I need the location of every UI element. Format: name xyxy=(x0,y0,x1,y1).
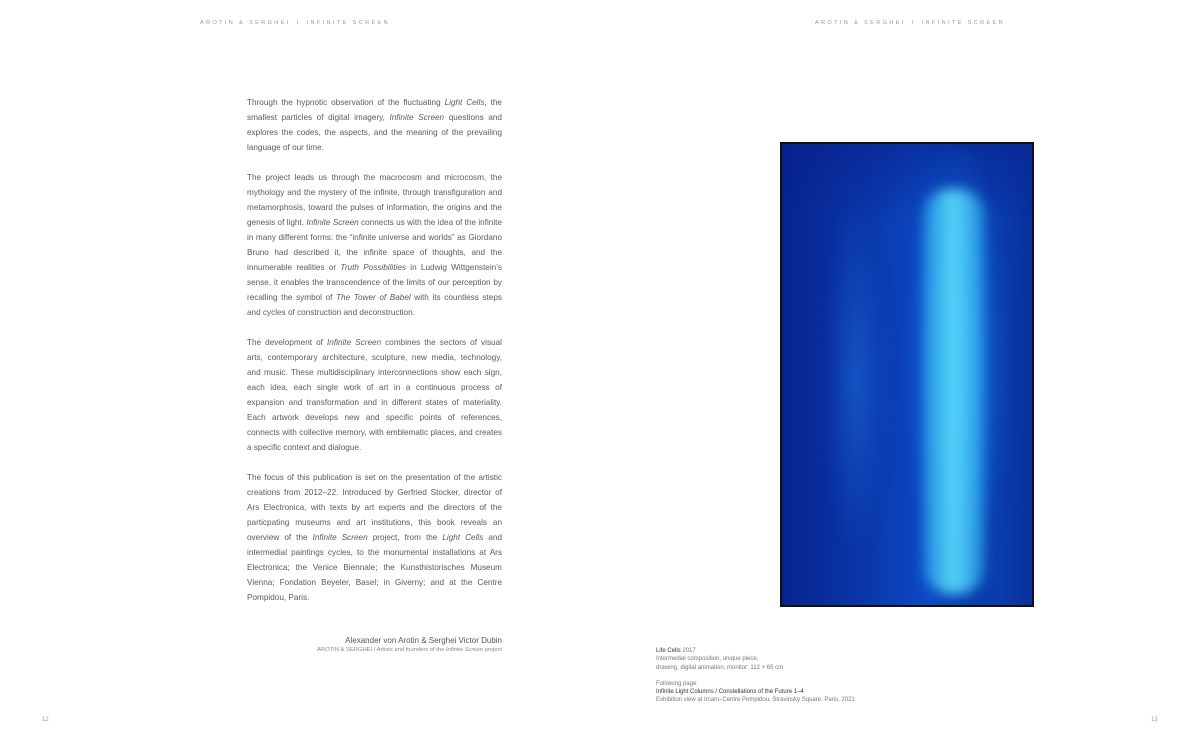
text-run: in Ludwig Wittgenstein’s sense, it enables the transcendence of the limits of our perception by recalling the symbol of xyxy=(247,263,502,302)
page-number-right: 13 xyxy=(1151,717,1158,723)
header-title: INFINITE SCREEN xyxy=(921,20,1005,26)
text-run: The development of xyxy=(247,338,327,347)
caption-year: 2017 xyxy=(680,648,696,654)
caption-title-line xyxy=(656,647,956,655)
italic-title: Light Cells xyxy=(442,533,484,542)
paragraph-2 xyxy=(247,170,502,320)
caption-medium: Intermedial composition, unique piece, xyxy=(656,656,759,663)
paragraph-3 xyxy=(247,335,502,455)
italic-title: Infinite Screen xyxy=(312,533,368,542)
essay-text xyxy=(247,95,502,605)
italic-title: The Tower of Babel xyxy=(336,293,411,302)
page-number-left: 12 xyxy=(42,717,49,723)
paragraph-1 xyxy=(247,95,502,155)
text-run: AROTIN & SERGHEI / Artists and founders of the xyxy=(317,647,446,653)
following-page-detail: Exhibition view at Ircam–Centre Pompidou, Stravinsky Square, Paris, 2021 xyxy=(656,697,855,704)
header-authors: AROTIN & SERGHEI xyxy=(815,20,906,26)
header-separator: I xyxy=(911,20,916,26)
italic-title: Infinite Screen xyxy=(445,647,483,653)
italic-title: Infinite Screen xyxy=(389,113,445,122)
author-signature xyxy=(247,635,502,655)
caption-dimensions: drawing, digital animation; monitor: 112 × 65 cm xyxy=(656,664,784,671)
author-role xyxy=(247,646,502,655)
text-run: and intermedial paintings cycles, to the monumental installations at Ars Electronica; the Venice Biennale; the Kunsthistorisches Museum Vienna; Fondation Beyeler, Basel; in Giverny; and at the Centre Pompidou, Paris. xyxy=(247,533,503,602)
running-header-right xyxy=(815,20,1005,26)
header-separator: I xyxy=(296,20,301,26)
header-title: INFINITE SCREEN xyxy=(306,20,390,26)
text-run: The focus of this publication is set on the presentation of the artistic creations from 2012–22. Introduced by Gerfried Stocker, director of Ars Electronica, with texts by art experts and the directors of the particpating museums and art institutions, this book reveals an overview of the xyxy=(247,473,502,542)
caption-title: Life Cells xyxy=(656,648,681,654)
author-names: Alexander von Arotin & Serghei Victor Dubin xyxy=(345,636,502,645)
text-run: , the smallest particles of digital imagery, xyxy=(247,98,502,122)
text-run: project xyxy=(482,647,502,653)
text-run: The project leads us through the macrocosm and microcosm, the mythology and the mystery of the infinite, through transfiguration and metamorphosis, toward the pulses of information, the origins and the genesis of light. xyxy=(247,173,502,227)
artwork-life-cells-image xyxy=(780,142,1034,607)
caption-spacer xyxy=(656,672,956,680)
text-run: Through the hypnotic observation of the fluctuating xyxy=(247,98,445,107)
text-run: with its countless steps and cycles of construction and deconstruction. xyxy=(247,293,502,317)
artwork-left-light-column xyxy=(827,214,885,544)
text-run: connects us with the idea of the infinite in many different forms: the “infinite universe and worlds” as Giordano Bruno had described it, the infinite space of thoughts, and the innumerable realities or xyxy=(247,218,502,272)
italic-title: Infinite Screen xyxy=(306,218,359,227)
text-run: questions and explores the codes, the aspects, and the meaning of the prevailing language of our time. xyxy=(247,113,502,152)
artwork-right-light-column xyxy=(924,189,984,594)
paragraph-4 xyxy=(247,470,502,605)
italic-title: Light Cells xyxy=(444,98,485,107)
italic-title: Truth Possibilities xyxy=(340,263,406,272)
italic-title: Infinite Screen xyxy=(327,338,382,347)
following-page-title: Infinite Light Columns / Constellations of the Future 1–4 xyxy=(656,689,804,696)
header-authors: AROTIN & SERGHEI xyxy=(200,20,291,26)
following-page-label: Following page: xyxy=(656,680,699,687)
artwork-caption xyxy=(656,647,956,705)
text-run: combines the sectors of visual arts, contemporary architecture, sculpture, new media, technology, and music. These multidisciplinary interconnections show each sign, each idea, each single work of art in a continuous process of expansion and transformation and in different states of materiality. Each artwork develops new and specific points of references, connects with collective memory, with emblematic places, and creates a specific context and dialogue. xyxy=(247,338,502,452)
artwork-right-edge xyxy=(1002,144,1032,605)
running-header-left xyxy=(200,20,390,26)
text-run: project, from the xyxy=(367,533,443,542)
